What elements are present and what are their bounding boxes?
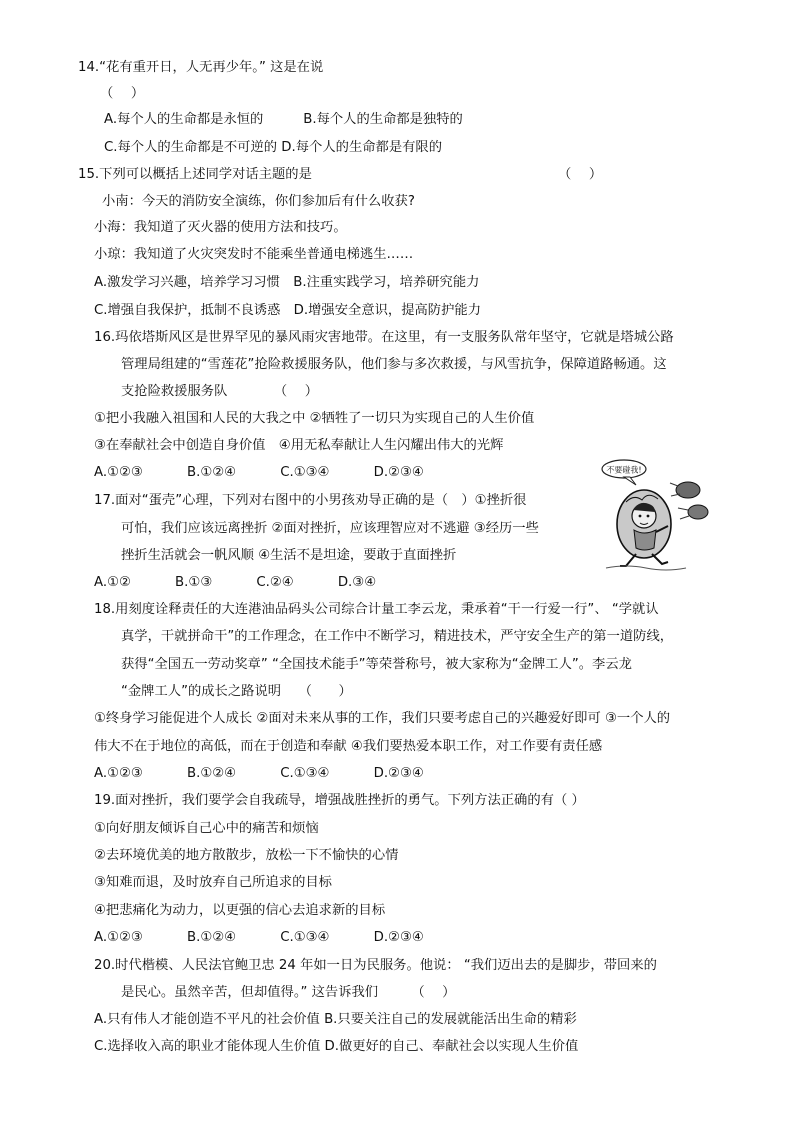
q19-statement-4: ④把悲痛化为动力，以更强的信心去追求新的目标 — [94, 903, 386, 918]
q17-stem-line-3: 挫折生活就会一帆风顺 ④生活不是坦途，要敢于直面挫折 — [121, 548, 457, 563]
q14-options-cd: C.每个人的生命都是不可逆的 D.每个人的生命都是有限的 — [104, 140, 443, 155]
q15-options-cd: C.增强自我保护，抵制不良诱惑 D.增强安全意识，提高防护能力 — [94, 303, 481, 318]
q15-stem: 15.下列可以概括上述同学对话主题的是 — [78, 167, 312, 182]
q17-options: A.①② B.①③ C.②④ D.③④ — [94, 575, 377, 590]
q16-statements-2: ③在奉献社会中创造自身价值 ④用无私奉献让人生闪耀出伟大的光辉 — [94, 438, 504, 453]
eggshell-boy-cartoon — [600, 458, 712, 572]
boy-eye — [647, 515, 650, 518]
q20-options-cd: C.选择收入高的职业才能体现人生价值 D.做更好的自己、奉献社会以实现人生价值 — [94, 1039, 579, 1054]
speech-bubble-text: 不要碰我! — [606, 465, 642, 475]
speech-bubble-tail — [624, 477, 636, 485]
q16-stem-line-1: 16.玛依塔斯风区是世界罕见的暴风雨灾害地带。在这里，有一支服务队常年坚守，它就是塔城公路 — [94, 330, 674, 345]
q20-stem-line-1: 20.时代楷模、人民法官鲍卫忠 24 年如一日为民服务。他说： “我们迈出去的是脚步，带回来的 — [94, 958, 657, 973]
boy-body — [634, 530, 656, 550]
q18-stem-line-2: 真学，干就拼命干”的工作理念，在工作中不断学习，精进技术，严守安全生产的第一道防线， — [121, 629, 674, 644]
q18-stem-line-1: 18.用刻度诠释责任的大连港油品码头公司综合计量工李云龙，秉承着“干一行爱一行”、 “学就认 — [94, 602, 659, 617]
q16-stem-line-3: 支抢险救援服务队 （ ） — [121, 384, 319, 399]
rock-shape — [676, 482, 700, 498]
rock-shape — [688, 505, 708, 519]
q19-options: A.①②③ B.①②④ C.①③④ D.②③④ — [94, 930, 424, 945]
q16-stem-line-2: 管理局组建的“雪莲花”抢险救援服务队，他们参与多次救援，与风雪抗争，保障道路畅通。这 — [121, 357, 667, 372]
q16-options: A.①②③ B.①②④ C.①③④ D.②③④ — [94, 465, 424, 480]
boy-leg — [652, 554, 668, 564]
q19-statement-2: ②去环境优美的地方散散步，放松一下不愉快的心情 — [94, 848, 399, 863]
q18-options: A.①②③ B.①②④ C.①③④ D.②③④ — [94, 766, 424, 781]
q19-statement-3: ③知难而退，及时放弃自己所追求的目标 — [94, 875, 332, 890]
ground-line — [606, 566, 686, 570]
q18-statements-1: ①终身学习能促进个人成长 ②面对未来从事的工作，我们只要考虑自己的兴趣爱好即可 ③一个人的 — [94, 711, 671, 726]
q17-stem-line-2: 可怕，我们应该远离挫折 ②面对挫折，应该理智应对不逃避 ③经历一些 — [121, 521, 539, 536]
boy-leg — [620, 554, 636, 566]
q18-stem-line-4: “金牌工人”的成长之路说明 （ ） — [121, 684, 352, 699]
q16-statements-1: ①把小我融入祖国和人民的大我之中 ②牺牲了一切只为实现自己的人生价值 — [94, 411, 535, 426]
q18-stem-line-3: 获得“全国五一劳动奖章” “全国技术能手”等荣誉称号，被大家称为“金牌工人”。李云龙 — [121, 657, 632, 672]
q15-options-ab: A.激发学习兴趣，培养学习习惯 B.注重实践学习，培养研究能力 — [94, 275, 480, 290]
q19-stem: 19.面对挫折，我们要学会自我疏导，增强战胜挫折的勇气。下列方法正确的有（ ） — [94, 793, 585, 808]
boy-eye — [639, 515, 642, 518]
q17-stem-line-1: 17.面对“蛋壳”心理，下列对右图中的小男孩劝导正确的是（ ）①挫折很 — [94, 493, 527, 508]
q19-statement-1: ①向好朋友倾诉自己心中的痛苦和烦恼 — [94, 821, 319, 836]
q15-answer-paren: （ ） — [558, 167, 603, 182]
q15-dialogue-1: 小南：今天的消防安全演练，你们参加后有什么收获? — [102, 194, 415, 209]
q14-answer-paren: （ ） — [100, 86, 145, 101]
q20-stem-line-2: 是民心。虽然辛苦，但却值得。” 这告诉我们 （ ） — [121, 985, 456, 1000]
q15-dialogue-3: 小琼：我知道了火灾突发时不能乘坐普通电梯逃生…… — [94, 247, 414, 262]
q14-stem: 14.“花有重开日，人无再少年。” 这是在说 — [78, 60, 324, 75]
q18-statements-2: 伟大不在于地位的高低，而在于创造和奉献 ④我们要热爱本职工作，对工作要有责任感 — [94, 739, 603, 754]
q14-options-ab: A.每个人的生命都是永恒的 B.每个人的生命都是独特的 — [104, 112, 463, 127]
q15-dialogue-2: 小海：我知道了灭火器的使用方法和技巧。 — [94, 220, 347, 235]
q20-options-ab: A.只有伟人才能创造不平凡的社会价值 B.只要关注自己的发展就能活出生命的精彩 — [94, 1012, 577, 1027]
